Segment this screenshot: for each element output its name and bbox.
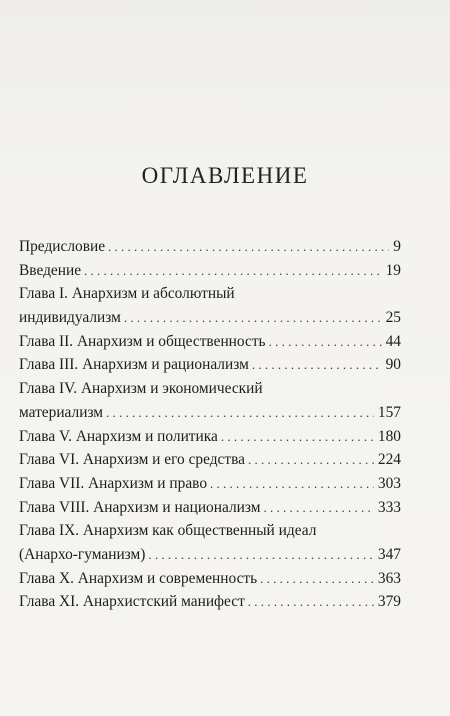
toc-page-number: 379 — [377, 593, 401, 611]
toc-entry-preface — [19, 235, 401, 259]
leader-dots — [210, 472, 374, 496]
toc-entry-title: Глава VIII. Анархизм и национализм — [19, 498, 261, 516]
page-title: ОГЛАВЛЕНИЕ — [141, 163, 309, 188]
leader-dots — [106, 401, 374, 425]
toc-entry-title: Глава II. Анархизм и общественность — [19, 332, 266, 350]
toc-page-number: 19 — [385, 261, 401, 279]
toc-page-number: 90 — [385, 356, 401, 374]
toc-entry-chapter-8 — [19, 496, 401, 520]
toc-page-number: 44 — [385, 332, 401, 350]
toc-entry-chapter-11 — [19, 590, 401, 614]
toc-page-number: 363 — [377, 569, 401, 587]
leader-dots — [124, 306, 382, 330]
toc-entry-chapter-3 — [19, 353, 401, 377]
toc-entry-chapter-7 — [19, 472, 401, 496]
toc-entry-chapter-4 — [19, 401, 401, 425]
toc-page-number: 347 — [377, 545, 401, 563]
toc-entry-title: Глава V. Анархизм и политика — [19, 427, 218, 445]
toc-entry-chapter-5 — [19, 425, 401, 449]
toc-page-number: 303 — [377, 474, 401, 492]
toc-page-number: 333 — [377, 498, 401, 516]
toc-entry-title: индивидуализм — [19, 309, 121, 327]
toc-entry-title-line1: Глава IV. Анархизм и экономический — [19, 380, 263, 398]
toc-page-number: 25 — [385, 309, 401, 327]
toc-entry-title: (Анархо-гуманизм) — [19, 545, 146, 563]
toc-entry-title: Предисловие — [19, 238, 106, 255]
leader-dots — [248, 590, 374, 614]
leader-dots — [108, 235, 389, 259]
leader-dots — [148, 543, 374, 567]
toc-page-number: 157 — [377, 403, 401, 421]
toc-page-number: 9 — [393, 238, 401, 255]
toc-entry-chapter-1 — [19, 306, 401, 330]
leader-dots — [263, 496, 373, 520]
leader-dots — [84, 259, 382, 283]
leader-dots — [221, 425, 374, 449]
leader-dots — [252, 353, 382, 377]
toc-entry-title: Глава VI. Анархизм и его средства — [19, 451, 246, 469]
toc-entry-chapter-6 — [19, 448, 401, 472]
toc-entry-chapter-2 — [19, 330, 401, 354]
toc-entry-title-line1: Глава I. Анархизм и абсолютный — [19, 285, 235, 303]
toc-entry-title: материализм — [19, 403, 104, 421]
toc-page-number: 224 — [377, 451, 401, 469]
toc-entry-title: Введение — [19, 261, 82, 279]
toc-entry-title: Глава XI. Анархистский манифест — [19, 593, 245, 611]
toc-entry-introduction — [19, 259, 401, 283]
leader-dots — [248, 448, 374, 472]
table-of-contents — [19, 235, 401, 614]
toc-entry-title-line1: Глава IX. Анархизм как общественный идеал — [19, 522, 317, 540]
leader-dots — [260, 567, 374, 591]
leader-dots — [269, 330, 382, 354]
toc-entry-title: Глава VII. Анархизм и право — [19, 474, 208, 492]
toc-entry-title: Глава III. Анархизм и рационализм — [19, 356, 249, 374]
toc-entry-chapter-10 — [19, 567, 401, 591]
toc-entry-title: Глава X. Анархизм и современность — [19, 569, 258, 587]
toc-entry-chapter-9 — [19, 543, 401, 567]
toc-page-number: 180 — [377, 427, 401, 445]
